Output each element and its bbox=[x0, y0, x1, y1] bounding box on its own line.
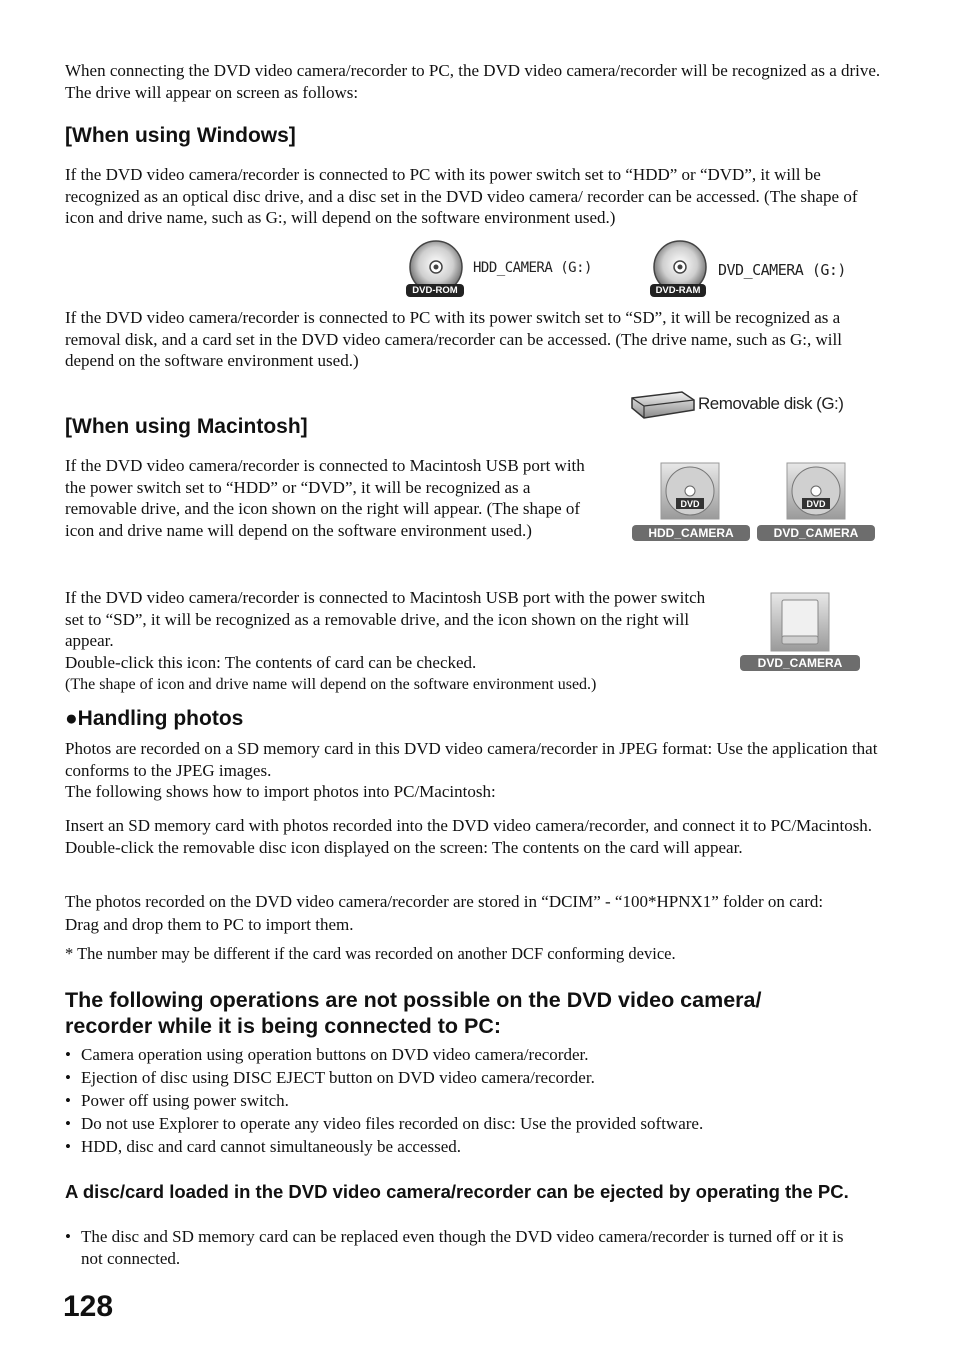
ops-item: • Ejection of disc using DISC EJECT button on DVD video camera/recorder. bbox=[65, 1067, 880, 1089]
photos-para-2: Insert an SD memory card with photos recorded into the DVD video camera/recorder, and connect it to PC/Macintosh. Double-click the removable disc icon displayed on the screen: The contents on the card will appear. bbox=[65, 816, 873, 857]
mac-heading: [When using Macintosh] bbox=[65, 415, 308, 438]
eject-list bbox=[65, 1226, 865, 1269]
mac-dvd-camera-label: DVD_CAMERA bbox=[757, 525, 875, 541]
ops-list bbox=[65, 1044, 880, 1158]
svg-text:DVD: DVD bbox=[806, 499, 826, 509]
photos-para-1: Photos are recorded on a SD memory card in this DVD video camera/recorder in JPEG format: Use the application that conforms to the JPEG images. bbox=[65, 739, 878, 780]
eject-item: • The disc and SD memory card can be replaced even though the DVD video camera/recorder is turned off or it is not connected. bbox=[65, 1226, 865, 1269]
mac-card-drive-icon bbox=[770, 592, 830, 652]
mac-card-drive-label: DVD_CAMERA bbox=[740, 655, 860, 671]
photos-footnote: * The number may be different if the card was recorded on another DCF conforming device. bbox=[65, 944, 676, 963]
mac-dvd-camera-icon bbox=[786, 462, 846, 520]
handling-photos-heading: ●Handling photos bbox=[65, 707, 244, 730]
removable-disk-label: Removable disk (G:) bbox=[698, 394, 844, 413]
dvd-rom-drive-icon bbox=[404, 240, 468, 300]
hdd-camera-drive-label: HDD_CAMERA (G:) bbox=[473, 260, 592, 276]
photos-para-3: The photos recorded on the DVD video camera/recorder are stored in “DCIM” - “100*HPNX1” folder on card: Drag and drop them to PC to import them. bbox=[65, 892, 824, 934]
dvd-camera-drive-label: DVD_CAMERA (G:) bbox=[718, 261, 846, 279]
windows-para-1: If the DVD video camera/recorder is connected to PC with its power switch set to “HDD” or “DVD”, it will be recognized as an optical disc drive, and a disc set in the DVD video camera/ recorder can be accessed. (The shape of icon and drive name, such as G:, will depend on the software environment used.) bbox=[65, 165, 858, 227]
intro-text: When connecting the DVD video camera/recorder to PC, the DVD video camera/recorder will be recognized as a drive. The drive will appear on screen as follows: bbox=[65, 61, 881, 102]
dvd-ram-drive-icon bbox=[650, 240, 714, 300]
removable-disk-icon bbox=[628, 388, 698, 422]
ops-item: • Power off using power switch. bbox=[65, 1090, 880, 1112]
photos-para-1b: The following shows how to import photos into PC/Macintosh: bbox=[65, 782, 496, 801]
ops-item: • HDD, disc and card cannot simultaneously be accessed. bbox=[65, 1136, 880, 1158]
dvd-ram-badge: DVD-RAM bbox=[650, 284, 706, 297]
ops-heading: The following operations are not possible on the DVD video camera/ recorder while it is being connected to PC: bbox=[65, 988, 762, 1038]
mac-para-2-doubleclick: Double-click this icon: The contents of card can be checked. bbox=[65, 653, 477, 672]
svg-text:DVD: DVD bbox=[680, 499, 700, 509]
dvd-rom-badge: DVD-ROM bbox=[406, 284, 464, 297]
ops-item: • Camera operation using operation buttons on DVD video camera/recorder. bbox=[65, 1044, 880, 1066]
mac-para-2: If the DVD video camera/recorder is connected to Macintosh USB port with the power switch set to “SD”, it will be recognized as a removable drive, and the icon shown on the right will appear. bbox=[65, 588, 706, 650]
mac-hdd-camera-icon bbox=[660, 462, 720, 520]
eject-heading: A disc/card loaded in the DVD video camera/recorder can be ejected by operating the PC. bbox=[65, 1181, 849, 1202]
mac-hdd-camera-label: HDD_CAMERA bbox=[632, 525, 750, 541]
ops-item: • Do not use Explorer to operate any video files recorded on disc: Use the provided software. bbox=[65, 1113, 880, 1135]
page-number: 128 bbox=[63, 1290, 114, 1323]
windows-heading: [When using Windows] bbox=[65, 124, 296, 147]
windows-para-2: If the DVD video camera/recorder is connected to PC with its power switch set to “SD”, it will be recognized as a removal disk, and a card set in the DVD video camera/recorder can be accessed. (The drive name, such as G:, will depend on the software environment used.) bbox=[65, 308, 842, 370]
mac-para-1: If the DVD video camera/recorder is connected to Macintosh USB port with the power switch set to “HDD” or “DVD”, it will be recognized as a removable drive, and the icon shown on the right will appear. (The shape of icon and drive name will depend on the software environment used.) bbox=[65, 456, 585, 540]
mac-para-2-note: (The shape of icon and drive name will depend on the software environment used.) bbox=[65, 676, 597, 693]
